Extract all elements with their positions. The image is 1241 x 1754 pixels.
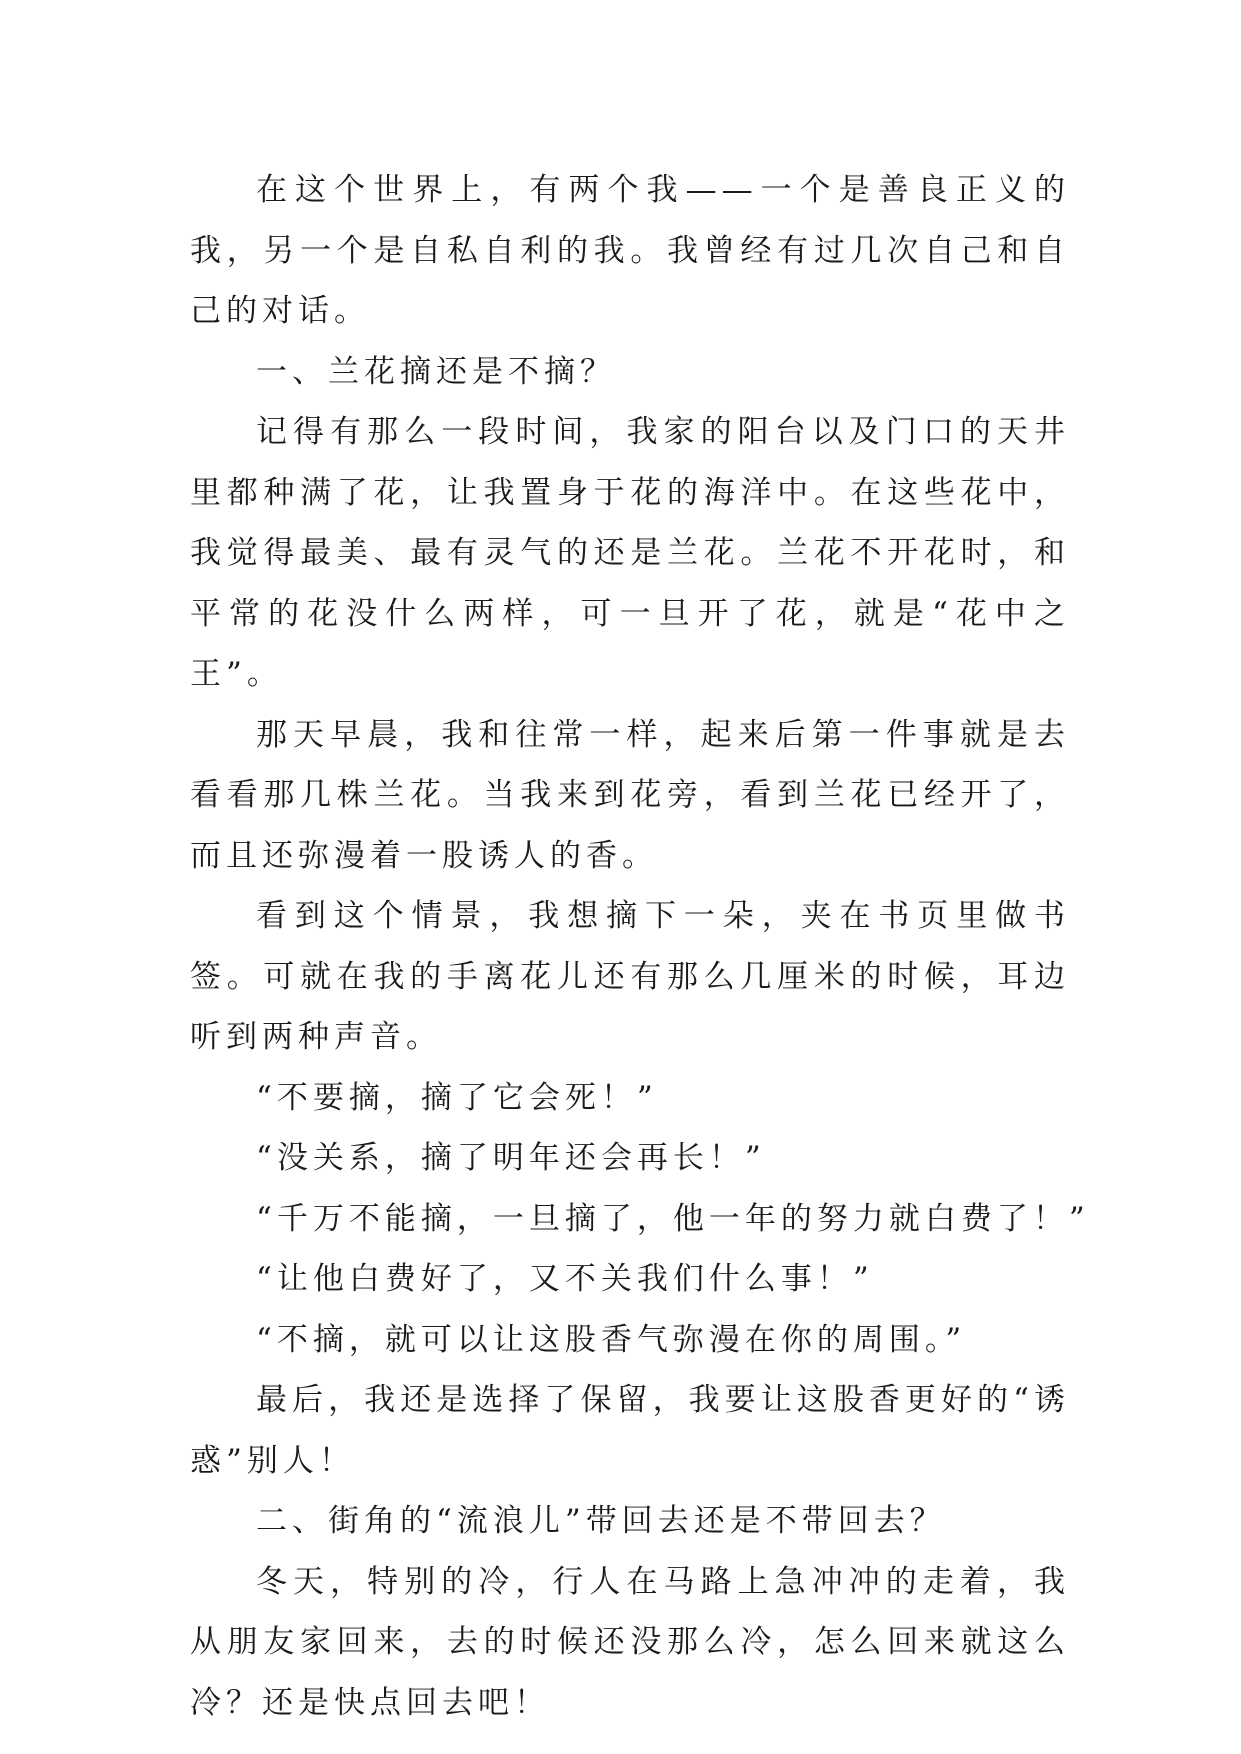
section-heading-orchid: 一、兰花摘还是不摘？ [256, 353, 616, 390]
paragraph-intro: 在这个世界上，有两个我——一个是善良正义的我，另一个是自私自利的我。我曾经有过几次自己和自己的对话。 [190, 172, 1070, 329]
dialogue-line: “没关系，摘了明年还会再长！” [256, 1140, 766, 1176]
paragraph-garden: 记得有那么一段时间，我家的阳台以及门口的天井里都种满了花，让我置身于花的海洋中。在这些花中，我觉得最美、最有灵气的还是兰花。兰花不开花时，和平常的花没什么两样，可一旦开了花，就是“花中之王”。 [190, 414, 1070, 692]
dialogue-line: “让他白费好了，又不关我们什么事！” [256, 1261, 874, 1297]
section-heading-stray: 二、街角的“流浪儿”带回去还是不带回去？ [256, 1503, 946, 1539]
dialogue-line: “不要摘，摘了它会死！” [256, 1079, 658, 1116]
paragraph-voices: 看到这个情景，我想摘下一朵，夹在书页里做书签。可就在我的手离花儿还有那么几厘米的时候，耳边听到两种声音。 [190, 898, 1070, 1055]
document-body [190, 160, 1090, 1733]
paragraph-winter: 冬天，特别的冷，行人在马路上急冲冲的走着，我从朋友家回来，去的时候还没那么冷，怎么回来就这么冷？还是快点回去吧！ [190, 1563, 1070, 1721]
paragraph-decision: 最后，我还是选择了保留，我要让这股香更好的“诱惑”别人！ [190, 1382, 1070, 1479]
dialogue-line: “不摘，就可以让这股香气弥漫在你的周围。” [256, 1321, 967, 1358]
dialogue-line: “千万不能摘，一旦摘了，他一年的努力就白费了！” [256, 1200, 1090, 1237]
paragraph-morning: 那天早晨，我和往常一样，起来后第一件事就是去看看那几株兰花。当我来到花旁，看到兰花已经开了，而且还弥漫着一股诱人的香。 [190, 716, 1070, 874]
